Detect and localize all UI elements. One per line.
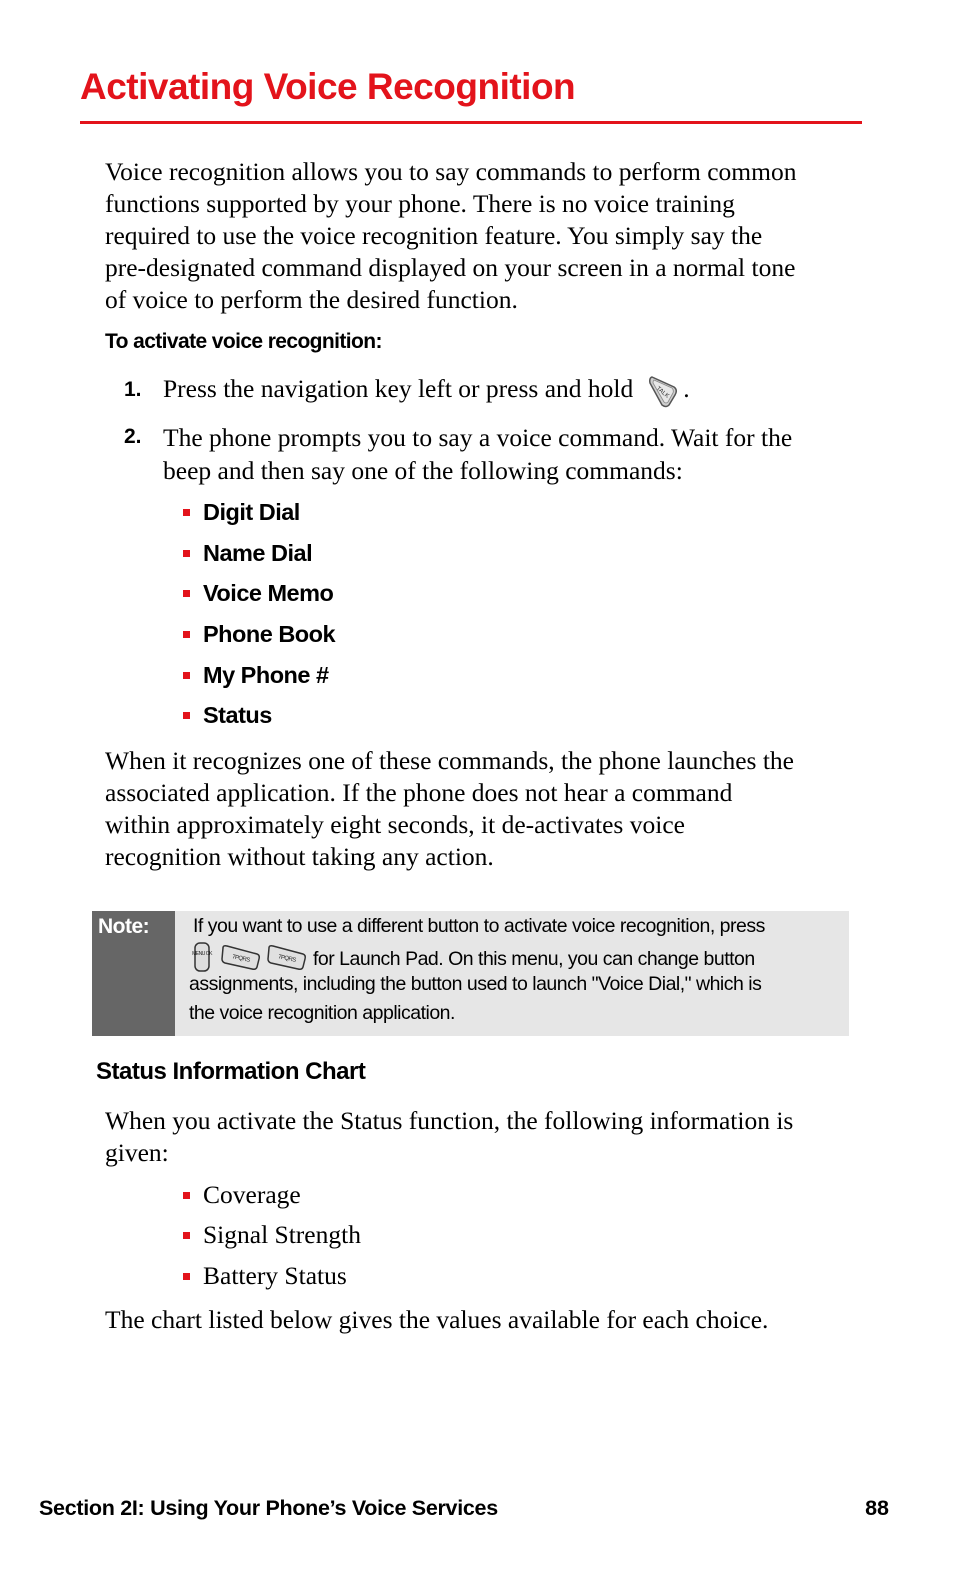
bullet-icon: [183, 1192, 190, 1199]
bullet-icon: [183, 672, 190, 679]
intro-line: functions supported by your phone. There is no voice training: [105, 189, 735, 218]
after-line: associated application. If the phone does not hear a command: [105, 778, 733, 807]
note-text: for Launch Pad. On this menu, you can change button: [313, 948, 755, 971]
step-number: 2.: [124, 425, 142, 448]
status-heading: Status Information Chart: [96, 1058, 366, 1085]
command-label: Voice Memo: [203, 579, 334, 606]
step-number: 1.: [124, 378, 142, 401]
after-line: within approximately eight seconds, it de-activates voice: [105, 810, 685, 839]
command-label: Name Dial: [203, 539, 313, 566]
command-label: Status: [203, 701, 272, 728]
seven-key-icon: [221, 943, 261, 977]
note-line: If you want to use a different button to activate voice recognition, press: [193, 915, 765, 937]
intro-line: of voice to perform the desired function.: [105, 285, 518, 314]
step-text: beep and then say one of the following commands:: [163, 456, 683, 485]
page-title: Activating Voice Recognition: [80, 66, 576, 107]
talk-key-icon: [647, 374, 679, 408]
bullet-icon: [183, 631, 190, 638]
status-intro-line: given:: [105, 1138, 169, 1167]
bullet-icon: [183, 590, 190, 597]
command-label: Phone Book: [203, 620, 336, 647]
bullet-icon: [183, 1232, 190, 1239]
page-number: 88: [865, 1496, 889, 1520]
list-item: [183, 538, 312, 568]
activate-subheading: To activate voice recognition:: [105, 330, 382, 353]
svg-text:TALK: TALK: [655, 385, 671, 400]
svg-text:7PQRS: 7PQRS: [231, 954, 251, 964]
bullet-icon: [183, 550, 190, 557]
intro-line: pre-designated command displayed on your screen in a normal tone: [105, 253, 796, 282]
status-item-label: Signal Strength: [203, 1220, 361, 1249]
list-item: [183, 497, 300, 527]
after-line: recognition without taking any action.: [105, 842, 494, 871]
bullet-icon: [183, 509, 190, 516]
svg-text:MENU OK: MENU OK: [192, 951, 212, 957]
intro-line: required to use the voice recognition feature. You simply say the: [105, 221, 763, 250]
note-label: Note:: [98, 915, 150, 938]
closing-text: The chart listed below gives the values available for each choice.: [105, 1305, 769, 1334]
status-intro-line: When you activate the Status function, the following information is: [105, 1106, 794, 1135]
intro-line: Voice recognition allows you to say commands to perform common: [105, 157, 797, 186]
note-line: assignments, including the button used to launch "Voice Dial," which is: [189, 973, 762, 995]
list-item: [183, 1180, 301, 1210]
list-item: [183, 1261, 347, 1291]
list-item: [183, 578, 333, 608]
bullet-icon: [183, 712, 190, 719]
list-item: [183, 619, 335, 649]
list-item: [183, 660, 329, 690]
step-text: [163, 372, 863, 408]
status-item-label: Battery Status: [203, 1261, 347, 1290]
step-text-part: .: [683, 374, 690, 403]
note-line: the voice recognition application.: [189, 1002, 455, 1024]
list-item: [183, 700, 272, 730]
footer-section-title: Section 2I: Using Your Phone’s Voice Services: [39, 1496, 498, 1520]
after-line: When it recognizes one of these commands, the phone launches the: [105, 746, 794, 775]
svg-text:7PQRS: 7PQRS: [277, 954, 297, 964]
title-rule: [80, 121, 862, 124]
command-label: My Phone #: [203, 661, 329, 688]
list-item: [183, 1220, 361, 1250]
command-label: Digit Dial: [203, 498, 300, 525]
step-text-part: Press the navigation key left or press and hold: [163, 374, 634, 403]
step-text: The phone prompts you to say a voice command. Wait for the: [163, 423, 793, 452]
seven-key-icon: [267, 943, 307, 977]
status-item-label: Coverage: [203, 1180, 301, 1209]
bullet-icon: [183, 1273, 190, 1280]
